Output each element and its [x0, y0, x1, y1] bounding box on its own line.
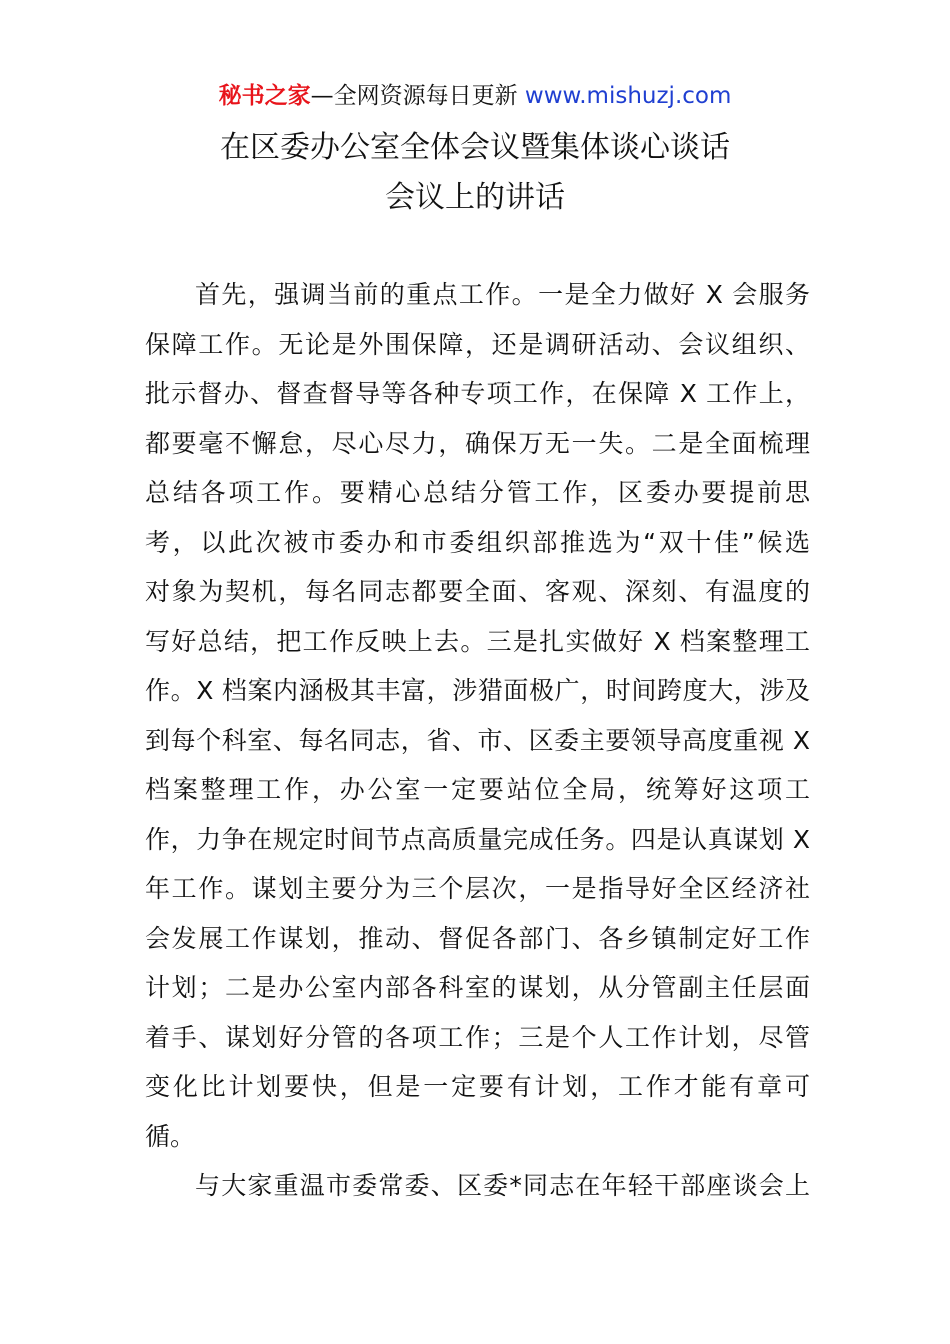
paragraph-line: 档案整理工作，办公室一定要站位全局，统筹好这项工: [145, 775, 810, 804]
paragraph-line: 计划；二是办公室内部各科室的谋划，从分管副主任层面: [145, 973, 810, 1002]
document-title-line-1: 在区委办公室全体会议暨集体谈心谈话: [220, 130, 730, 165]
paragraph-line: 考，以此次被市委办和市委组织部推选为“双十佳”候选: [145, 527, 810, 557]
paragraph-line: 着手、谋划好分管的各项工作；三是个人工作计划，尽管: [145, 1022, 810, 1052]
paragraph-line: 变化比计划要快，但是一定要有计划，工作才能有章可: [145, 1072, 810, 1101]
brand-name: 秘书之家: [218, 83, 311, 109]
paragraph-line: 作。X 档案内涵极其丰富，涉猎面极广，时间跨度大，涉及: [145, 676, 810, 705]
paragraph-line: 会发展工作谋划，推动、督促各部门、各乡镇制定好工作: [145, 923, 810, 953]
paragraph-line: 与大家重温市委常委、区委*同志在年轻干部座谈会上: [195, 1171, 810, 1200]
paragraph-line: 对象为契机，每名同志都要全面、客观、深刻、有温度的: [145, 577, 810, 606]
paragraph-line: 总结各项工作。要精心总结分管工作，区委办要提前思: [145, 478, 810, 507]
header-slogan: —全网资源每日更新: [310, 83, 518, 109]
paragraph-line: 循。: [145, 1121, 196, 1151]
paragraph-line: 保障工作。无论是外围保障，还是调研活动、会议组织、: [145, 329, 810, 359]
paragraph-line: 作，力争在规定时间节点高质量完成任务。四是认真谋划 X: [145, 824, 810, 854]
paragraph-line: 写好总结，把工作反映上去。三是扎实做好 X 档案整理工: [145, 626, 810, 656]
paragraph-line: 年工作。谋划主要分为三个层次，一是指导好全区经济社: [145, 874, 810, 903]
paragraph-line: 都要毫不懈怠，尽心尽力，确保万无一失。二是全面梳理: [145, 428, 810, 458]
document-title-line-2: 会议上的讲话: [385, 180, 565, 215]
paragraph-line: 首先，强调当前的重点工作。一是全力做好 X 会服务: [195, 280, 810, 309]
site-url[interactable]: www.mishuzj.com: [524, 83, 732, 109]
paragraph-line: 到每个科室、每名同志，省、市、区委主要领导高度重视 X: [145, 725, 810, 755]
site-header: [0, 80, 950, 112]
paragraph-line: 批示督办、督查督导等各种专项工作，在保障 X 工作上，: [145, 379, 810, 408]
